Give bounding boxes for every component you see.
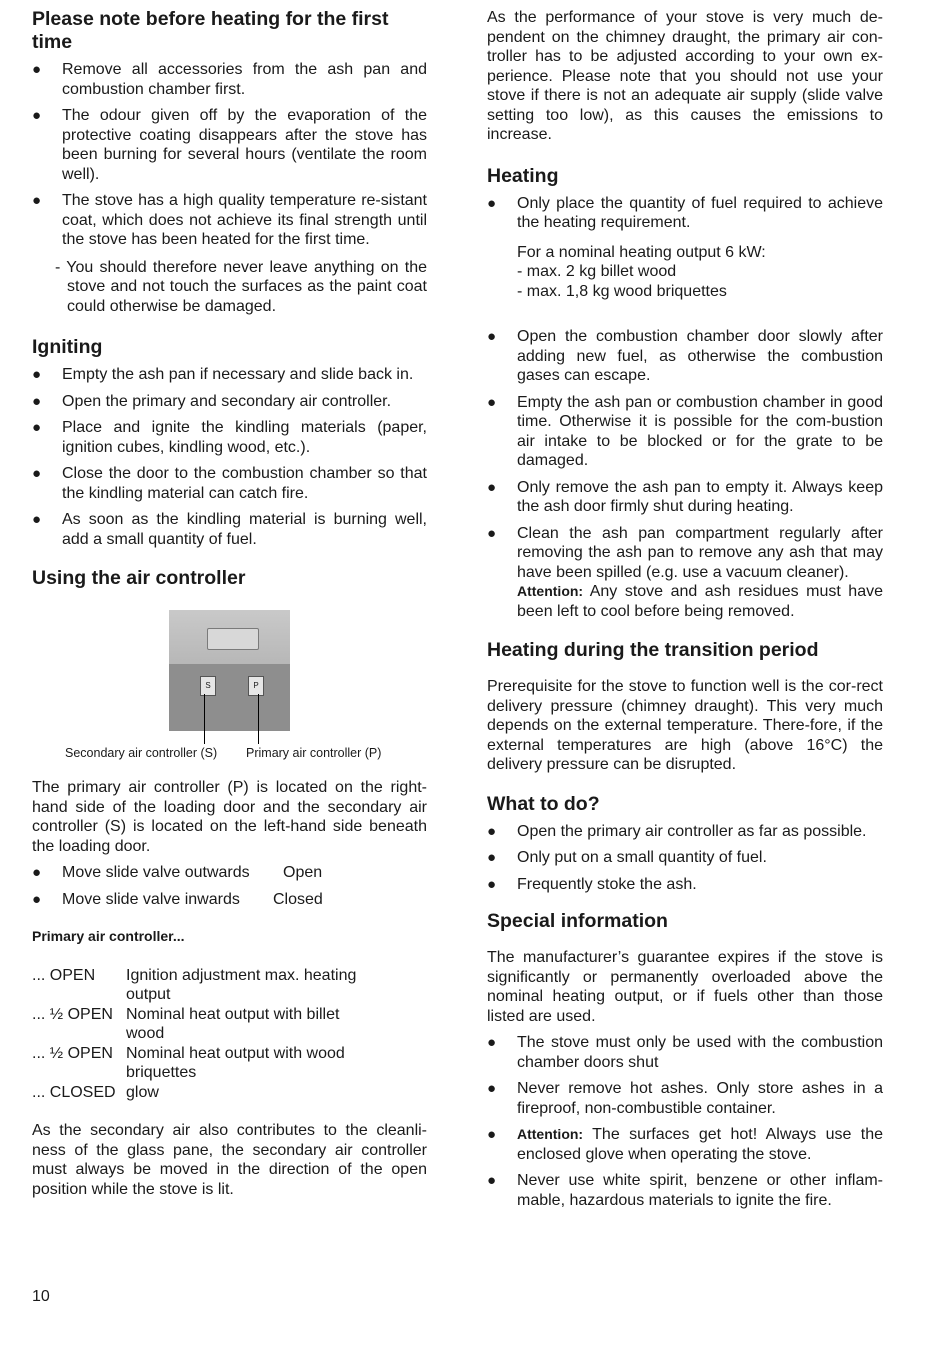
first-heating-subnote: - You should therefore never leave anything on the stove and not touch the surfaces as the paint coat could otherwise be damaged. (55, 258, 427, 315)
stove-photo (169, 610, 290, 731)
intro-paragraph: As the performance of your stove is very much de-pendent on the chimney draught, the primary air con-troller has to be adjusted according to your own ex-perience. Please note that you should not use your stove if there is not an adequate air supply (slide valve setting too low), as this causes the emissions to increase. (487, 9, 883, 143)
list-item: ● Empty the ash pan or combustion chamber in good time. Otherwise it is possible for the com-bustion air intake to be blocked or for the grate to be damaged. (487, 393, 883, 469)
bullet-icon: ● (487, 1034, 497, 1051)
heating-heading: Heating (487, 164, 559, 187)
bullet-icon: ● (32, 890, 42, 908)
primary-leader-line (258, 694, 259, 744)
bullet-icon: ● (32, 419, 42, 436)
list-item: ● Never use white spirit, benzene or other inflam-mable, hazardous materials to ignite the fire. (487, 1172, 883, 1209)
list-item: ● Remove all accessories from the ash pan and combustion chamber first. (32, 61, 427, 98)
right-column (487, 8, 883, 1217)
primary-positions-table (32, 966, 366, 1103)
secondary-knob: S (200, 676, 216, 696)
what-to-do-heading: What to do? (487, 792, 600, 815)
list-item: ● Close the door to the combustion chamber so that the kindling material can catch fire. (32, 465, 427, 502)
transition-paragraph: Prerequisite for the stove to function well is the cor-rect delivery pressure (chimney draught). This very much depends on the external temperature. There-fore, if the external temperatures are high (above 16°C) the delivery pressure can be disrupted. (487, 678, 883, 773)
list-item: ● Only put on a small quantity of fuel. (487, 849, 767, 866)
bullet-icon: ● (32, 511, 42, 528)
bullet-icon: ● (487, 1080, 497, 1097)
list-item: ● Frequently stoke the ash. (487, 875, 697, 893)
list-item: ● Never remove hot ashes. Only store ashes in a fireproof, non-combustible container. (487, 1080, 883, 1117)
transition-heading: Heating during the transition period (487, 639, 819, 661)
list-item: ● The stove must only be used with the combustion chamber doors shut (487, 1034, 883, 1071)
door-handle (207, 628, 259, 650)
primary-caption: Primary air controller (P) (246, 746, 382, 760)
table-row: ... OPEN Ignition adjustment max. heating output (32, 966, 357, 1003)
attention-label: Attention: (517, 583, 584, 599)
special-info-paragraph: The manufacturer’s guarantee expires if the stove is significantly or permanently overloaded above the nominal heating output, or if fuels other than those listed are used. (487, 949, 883, 1025)
list-item: ● Open the primary air controller as far as possible. (487, 822, 867, 840)
list-item: ● Move slide valve inwards Closed (32, 890, 323, 908)
slide-valve-list (32, 863, 427, 909)
nominal-output-block (517, 243, 883, 302)
air-controller-paragraph: The primary air controller (P) is located on the right-hand side of the loading door and the secondary air controller (S) is located on the left-hand side beneath the loading door. (32, 779, 427, 855)
bullet-icon: ● (32, 192, 42, 209)
list-item: ● The stove has a high quality temperature re-sistant coat, which does not achieve its final strength until the stove has been heated for the first time. (32, 192, 427, 248)
bullet-icon: ● (487, 875, 497, 893)
list-item: ● Clean the ash pan compartment regularly after removing the ash pan to remove any ash that may have been spilled (e.g. use a vacuum cleaner). Attention: Any stove and ash residues must have been left to cool before being removed. (487, 524, 883, 620)
bullet-icon: ● (32, 107, 42, 124)
air-controller-heading: Using the air controller (32, 567, 246, 589)
stove-base (169, 664, 290, 731)
bullet-icon: ● (487, 1172, 497, 1189)
list-item: ● Open the combustion chamber door slowly after adding new fuel, as otherwise the combustion gases can escape. (487, 328, 883, 384)
igniting-list (32, 365, 427, 549)
nominal-line: - max. 1,8 kg wood briquettes (517, 282, 727, 300)
bullet-icon: ● (32, 392, 42, 410)
air-controller-figure (32, 610, 427, 760)
first-heating-list (32, 60, 427, 250)
bullet-icon: ● (487, 1126, 497, 1143)
nominal-line: For a nominal heating output 6 kW: (517, 243, 766, 261)
table-row: ... ½ OPEN Nominal heat output with billet wood (32, 1005, 340, 1042)
bullet-icon: ● (487, 328, 497, 345)
list-item: ● As soon as the kindling material is burning well, add a small quantity of fuel. (32, 511, 427, 548)
special-info-heading: Special information (487, 910, 668, 932)
list-item: ● The odour given off by the evaporation of the protective coating disappears after the stove has been burning for several hours (ventilate the room well). (32, 107, 427, 183)
bullet-icon: ● (32, 864, 42, 881)
igniting-heading: Igniting (32, 336, 103, 358)
list-item: ● Open the primary and secondary air controller. (32, 392, 392, 410)
bullet-icon: ● (487, 849, 497, 866)
heating-list (487, 194, 883, 622)
bullet-icon: ● (487, 393, 497, 411)
what-to-do-list (487, 822, 883, 895)
bullet-icon: ● (487, 194, 497, 212)
attention-label: Attention: (517, 1126, 584, 1142)
left-column (32, 8, 427, 1199)
primary-knob: P (248, 676, 264, 696)
secondary-leader-line (204, 694, 205, 744)
table-row: ... CLOSED glow (32, 1083, 159, 1101)
special-info-list (487, 1033, 883, 1210)
bullet-icon: ● (487, 822, 497, 840)
nominal-line: - max. 2 kg billet wood (517, 263, 677, 280)
primary-controller-heading: Primary air controller... (32, 928, 185, 944)
page-number: 10 (32, 1288, 50, 1305)
list-item: ● Only place the quantity of fuel required to achieve the heating requirement. For a nominal heating output 6 kW: - max. 2 kg billet wood - max. 1,8 kg wood briquettes (487, 194, 883, 300)
table-row: ... ½ OPEN Nominal heat output with wood briquettes (32, 1044, 345, 1081)
bullet-icon: ● (487, 478, 497, 496)
first-heating-heading: Please note before heating for the first time (32, 8, 389, 53)
list-item: ● Place and ignite the kindling materials (paper, ignition cubes, kindling wood, etc.). (32, 419, 427, 456)
list-item: ● Only remove the ash pan to empty it. Always keep the ash door firmly shut during heating. (487, 478, 883, 515)
list-item: ● Move slide valve outwards Open (32, 864, 323, 881)
secondary-caption: Secondary air controller (S) (65, 746, 218, 760)
bullet-icon: ● (32, 465, 42, 482)
list-item: ● Attention: The surfaces get hot! Always use the enclosed glove when operating the stove. (487, 1126, 884, 1163)
bullet-icon: ● (487, 524, 497, 542)
bullet-icon: ● (32, 366, 42, 383)
list-item: ● Empty the ash pan if necessary and slide back in. (32, 366, 414, 383)
secondary-air-paragraph: As the secondary air also contributes to the cleanli-ness of the glass pane, the secondary air controller must always be moved in the direction of the open position while the stove is lit. (32, 1122, 427, 1198)
bullet-icon: ● (32, 61, 42, 78)
